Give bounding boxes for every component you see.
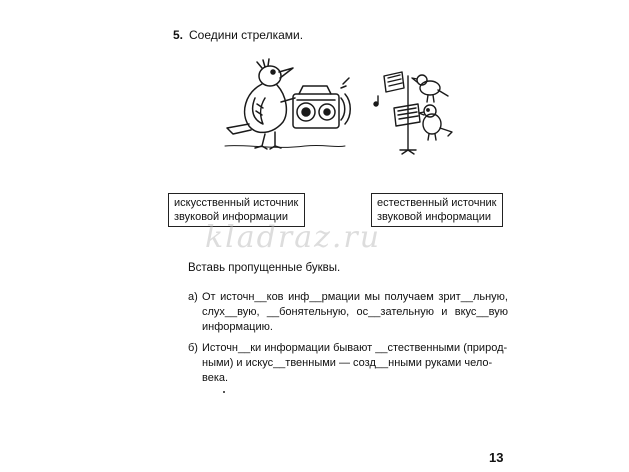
item-a-word: и (441, 306, 448, 318)
page-number: 13 (489, 450, 504, 465)
item-a-word: ос__зательную (356, 306, 434, 318)
item-a-word: зрит__льную, (438, 291, 508, 303)
item-b-line3: века. (202, 372, 229, 384)
exercise-header (173, 28, 303, 42)
task-item-a (188, 290, 508, 335)
birds-music-stand-illustration (372, 66, 462, 156)
item-a-word: инф__рмации (288, 291, 360, 303)
natural-source-box[interactable] (371, 193, 503, 227)
item-a-word: источн__ков (220, 291, 284, 303)
item-b-line1: б) Источн__ки информации бывают __стественными (природ- (188, 342, 508, 354)
item-b-marker: б) (188, 342, 198, 354)
item-a-word: получаем (384, 291, 434, 303)
exercise-instruction: Соедини стрелками. (189, 28, 304, 42)
item-a-line1 (188, 290, 508, 305)
item-a-line3: информацию. (202, 321, 273, 333)
item-b-line2: ными) и искус__твенными — созд__нными руками чело- (202, 357, 493, 369)
task-item-b (188, 341, 508, 386)
exercise-number: 5. (173, 28, 184, 42)
bird-tape-recorder-illustration (215, 58, 355, 153)
watermark: kladraz.ru (205, 220, 382, 255)
item-a-word: слух__вую, (202, 306, 260, 318)
stray-dot (223, 391, 225, 393)
item-a-word: мы (364, 291, 380, 303)
artificial-source-line1: искусственный источник (174, 197, 299, 209)
natural-source-line2: звуковой информации (377, 211, 492, 223)
fill-letters-instruction: Вставь пропущенные буквы. (188, 262, 341, 274)
artificial-source-line2: звуковой информации (174, 211, 289, 223)
item-a-marker: а) (188, 291, 198, 303)
item-a-line2 (188, 305, 508, 320)
item-a-word: вкус__вую (454, 306, 508, 318)
item-a-word: От (202, 291, 216, 303)
item-a-word: __бонятельную, (266, 306, 350, 318)
natural-source-line1: естественный источник (377, 197, 497, 209)
